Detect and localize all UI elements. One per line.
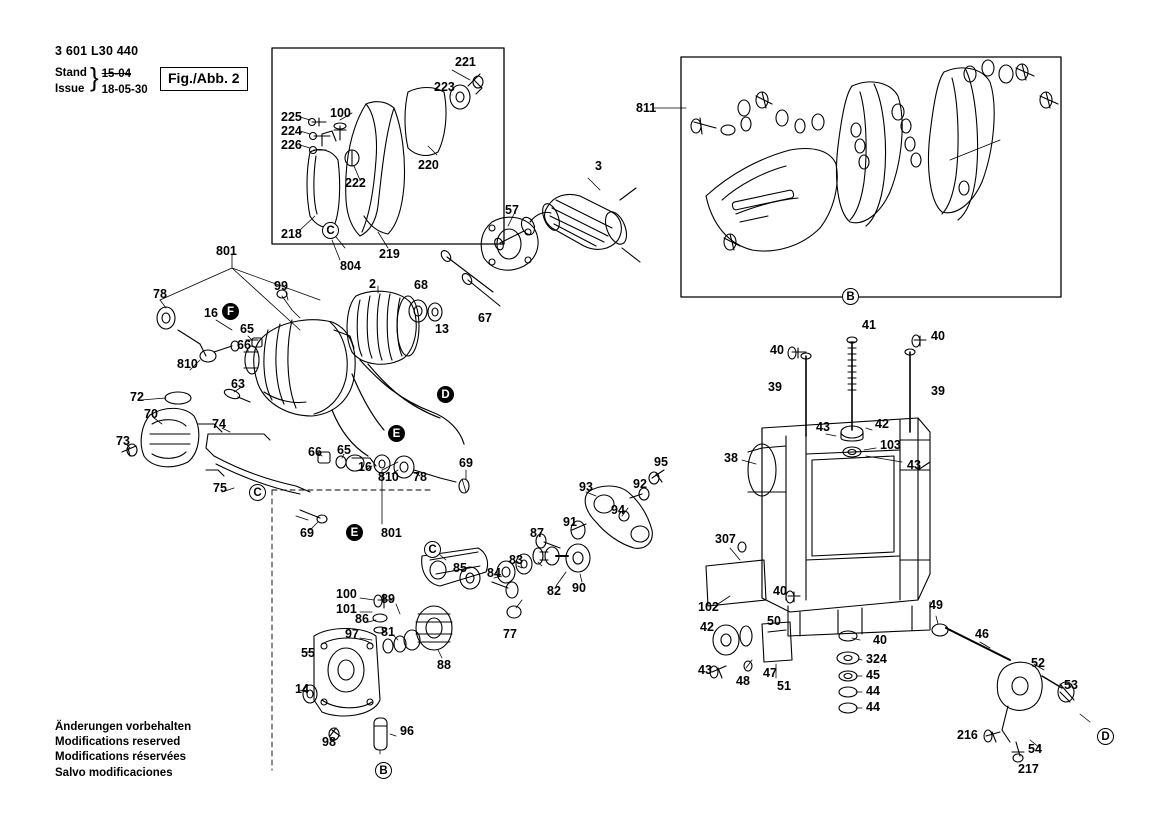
callout-98: 98: [322, 735, 336, 749]
callout-88: 88: [437, 658, 451, 672]
marker-d-upper: D: [437, 386, 454, 403]
callout-74: 74: [212, 417, 226, 431]
marker-b-right: B: [842, 288, 859, 305]
callout-53: 53: [1064, 678, 1078, 692]
callout-55: 55: [301, 646, 315, 660]
callout-2: 2: [369, 277, 376, 291]
marker-c-lower: C: [424, 541, 441, 558]
callout-91: 91: [563, 515, 577, 529]
footer-line-es: Salvo modificaciones: [55, 766, 173, 779]
callout-69-lower: 69: [300, 526, 314, 540]
callout-220: 220: [418, 158, 439, 172]
callout-48: 48: [736, 674, 750, 688]
callout-81: 81: [381, 625, 395, 639]
callout-100-top: 100: [330, 106, 351, 120]
callout-67: 67: [478, 311, 492, 325]
callout-68: 68: [414, 278, 428, 292]
callout-57: 57: [505, 203, 519, 217]
callout-38: 38: [724, 451, 738, 465]
callout-82: 82: [547, 584, 561, 598]
footer-line-de: Änderungen vorbehalten: [55, 721, 192, 733]
callout-42-upper: 42: [875, 417, 889, 431]
callout-92: 92: [633, 477, 647, 491]
callout-16-lower: 16: [358, 460, 372, 474]
callout-52: 52: [1031, 656, 1045, 670]
callout-46: 46: [975, 627, 989, 641]
callout-40-mid: 40: [773, 584, 787, 598]
callout-86: 86: [355, 612, 369, 626]
callout-94: 94: [611, 503, 625, 517]
callout-96: 96: [400, 724, 414, 738]
callout-85: 85: [453, 561, 467, 575]
callout-225: 225: [281, 110, 302, 124]
callout-224: 224: [281, 124, 302, 138]
callout-84: 84: [487, 566, 501, 580]
marker-e-lower: E: [346, 524, 363, 541]
callout-324: 324: [866, 652, 887, 666]
callout-804: 804: [340, 259, 361, 273]
callout-42-lower: 42: [700, 620, 714, 634]
callout-99: 99: [274, 279, 288, 293]
callout-218: 218: [281, 227, 302, 241]
callout-97: 97: [345, 627, 359, 641]
callout-44-lower: 44: [866, 700, 880, 714]
part-number: 3 601 L30 440: [55, 44, 139, 58]
callout-222: 222: [345, 176, 366, 190]
callout-78-lower: 78: [413, 470, 427, 484]
callout-41: 41: [862, 318, 876, 332]
footer-line-fr: Modifications réservées: [55, 751, 187, 764]
callout-40-right: 40: [931, 329, 945, 343]
callout-63: 63: [231, 377, 245, 391]
callout-103: 103: [880, 438, 901, 452]
date-struck: 15-04: [101, 68, 132, 80]
marker-f: F: [222, 303, 239, 320]
callout-102: 102: [698, 600, 719, 614]
callout-66-upper: 66: [237, 338, 251, 352]
callout-51: 51: [777, 679, 791, 693]
callout-43-mid: 43: [907, 458, 921, 472]
callout-45: 45: [866, 668, 880, 682]
callout-801-upper: 801: [216, 244, 237, 258]
callout-83: 83: [509, 553, 523, 567]
callout-66-lower: 66: [308, 445, 322, 459]
callout-101: 101: [336, 602, 357, 616]
callout-69-upper: 69: [459, 456, 473, 470]
callout-307: 307: [715, 532, 736, 546]
callout-89: 89: [381, 592, 395, 606]
callout-219: 219: [379, 247, 400, 261]
callout-65-upper: 65: [240, 322, 254, 336]
callout-39-right: 39: [931, 384, 945, 398]
callout-49: 49: [929, 598, 943, 612]
callout-39-left: 39: [768, 380, 782, 394]
callout-217: 217: [1018, 762, 1039, 776]
callout-810-lower: 810: [378, 470, 399, 484]
callout-44-upper: 44: [866, 684, 880, 698]
marker-d-lower: D: [1097, 728, 1114, 745]
callout-43-lower: 43: [698, 663, 712, 677]
stand-label: Stand: [55, 67, 87, 79]
marker-c-mid: C: [249, 484, 266, 501]
callout-75: 75: [213, 481, 227, 495]
callout-70: 70: [144, 407, 158, 421]
callout-47: 47: [763, 666, 777, 680]
callout-78-upper: 78: [153, 287, 167, 301]
callout-810-upper: 810: [177, 357, 198, 371]
callout-40-lower: 40: [873, 633, 887, 647]
marker-c-top: C: [322, 222, 339, 239]
callout-13: 13: [435, 322, 449, 336]
callout-73: 73: [116, 434, 130, 448]
callout-216: 216: [957, 728, 978, 742]
callout-43-upper: 43: [816, 420, 830, 434]
figure-label: Fig./Abb. 2: [160, 67, 248, 91]
callout-14: 14: [295, 682, 309, 696]
callout-90: 90: [572, 581, 586, 595]
callout-223: 223: [434, 80, 455, 94]
footer-line-en: Modifications reserved: [55, 736, 181, 749]
callout-77: 77: [503, 627, 517, 641]
callout-100-lower: 100: [336, 587, 357, 601]
header-revision-block: Stand Issue } 15-04 18-05-30: [55, 66, 165, 98]
callout-221: 221: [455, 55, 476, 69]
marker-e-upper: E: [388, 425, 405, 442]
callout-16-upper: 16: [204, 306, 218, 320]
callout-95: 95: [654, 455, 668, 469]
callout-50: 50: [767, 614, 781, 628]
callout-801-lower: 801: [381, 526, 402, 540]
callout-93: 93: [579, 480, 593, 494]
callout-811: 811: [636, 101, 657, 115]
callout-72: 72: [130, 390, 144, 404]
callout-226: 226: [281, 138, 302, 152]
marker-b-bottom: B: [375, 762, 392, 779]
issue-label: Issue: [55, 82, 85, 95]
callout-54: 54: [1028, 742, 1042, 756]
callout-3: 3: [595, 159, 602, 173]
callout-65-lower: 65: [337, 443, 351, 457]
callout-87: 87: [530, 526, 544, 540]
callout-40-left: 40: [770, 343, 784, 357]
date-current: 18-05-30: [101, 83, 148, 96]
